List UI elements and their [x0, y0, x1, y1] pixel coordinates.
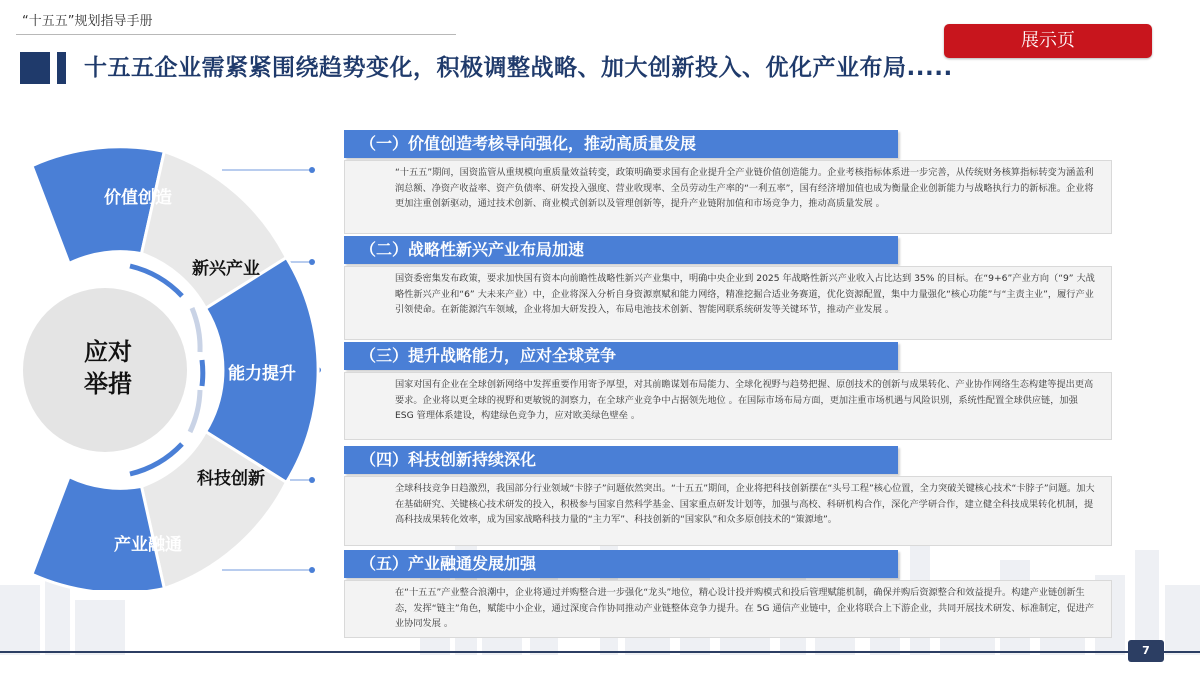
segment-label-value-creation: 价值创造 — [104, 188, 172, 208]
connector-dot-4 — [309, 477, 315, 483]
section-3-body: 国家对国有企业在全球创新网络中发挥重要作用寄予厚望，对其前瞻谋划布局能力、全球化视野与趋势把握、原创技术的创新与成果转化、产业协作网络生态构建等提出更高要求。企业将以更全球的视野和更敏锐的洞察力，在全球产业竞争中占据领先地位 。在国际市场布局方面，更加注重市场机遇与风险识别，系统性配置全球供应链，加强 ESG 管理体系建设，构建绿色竞争力，应对欧美绿色壁垒 。 — [344, 372, 1112, 440]
inner-arc-2 — [192, 308, 200, 352]
heading-marker-bar — [57, 52, 66, 84]
section-4-title: （四）科技创新持续深化 — [344, 446, 898, 474]
center-label-line1: 应对 — [84, 338, 132, 366]
segment-label-emerging-industry: 新兴产业 — [192, 259, 260, 279]
center-label — [58, 336, 158, 400]
section-5-body: 在“十五五”产业整合浪潮中，企业将通过并购整合进一步强化“龙头”地位，精心设计投并购模式和投后管理赋能机制，确保并购后资源整合和效益提升。构建产业链创新生态，发挥“链主”角色，赋能中小企业，通过深度合作协同推动产业链整体竞争力提升。在 5G 通信产业链中，企业将联合上下游企业，共同开展技术研发、标准制定，促进产业协同发展 。 — [344, 580, 1112, 638]
page-heading: 十五五企业需紧紧围绕趋势变化，积极调整战略、加大创新投入、优化产业布局..... — [84, 55, 953, 81]
section-1-title: （一）价值创造考核导向强化，推动高质量发展 — [344, 130, 898, 158]
section-5-title: （五）产业融通发展加强 — [344, 550, 898, 578]
footer-divider — [0, 651, 1200, 653]
page-number: 7 — [1128, 640, 1164, 662]
inner-arc-4 — [190, 390, 200, 432]
section-3-title: （三）提升战略能力，应对全球竞争 — [344, 342, 898, 370]
measures-wheel-diagram — [0, 100, 340, 590]
section-1-body: “十五五”期间，国资监管从重规模向重质量效益转变，政策明确要求国有企业提升全产业链价值创造能力。企业考核指标体系进一步完善，从传统财务核算指标转变为涵盖利润总额、净资产收益率、资产负债率、研发投入强度、营业收现率、全员劳动生产率的“一利五率”，国有经济增加值也成为衡量企业创新能力与战略执行力的新标准。企业将更加注重创新驱动，通过技术创新、商业模式创新以及管理创新等，提升产业链附加值和市场竞争力，推动高质量发展 。 — [344, 160, 1112, 234]
document-title: “十五五”规划指导手册 — [22, 14, 153, 29]
connector-dot-5 — [309, 567, 315, 573]
segment-label-capability: 能力提升 — [228, 364, 296, 384]
section-4-body: 全球科技竞争日趋激烈，我国部分行业领域“卡脖子”问题依然突出。“十五五”期间，企业将把科技创新摆在“头号工程”核心位置，全力突破关键核心技术“卡脖子”问题。加大在基础研究、关键核心技术研发的投入，积极参与国家自然科学基金、国家重点研发计划等，加强与高校、科研机构合作，深化产学研合作，建立健全科技成果转化机制，提高科技成果转化效率，成为国家战略科技力量的“主力军”、科技创新的“国家队”和众多原创技术的“策源地”。 — [344, 476, 1112, 546]
segment-label-industry-integration: 产业融通 — [114, 535, 182, 555]
inner-arc-3 — [202, 360, 203, 386]
show-page-button[interactable]: 展示页 — [944, 24, 1152, 58]
center-label-line2: 举措 — [84, 370, 132, 398]
connector-dot-1 — [309, 167, 315, 173]
section-2-title: （二）战略性新兴产业布局加速 — [344, 236, 898, 264]
connector-dot-2 — [309, 259, 315, 265]
heading-marker-block — [20, 52, 50, 84]
segment-label-technology: 科技创新 — [197, 469, 265, 489]
section-2-body: 国资委密集发布政策，要求加快国有资本向前瞻性战略性新兴产业集中，明确中央企业到 2025 年战略性新兴产业收入占比达到 35% 的目标。在“9+6”产业方向（“9” 大战略性新兴产业和“6” 大未来产业）中，企业将深入分析自身资源禀赋和能力网络，精准挖掘合适业务赛道，优化资源配置，集中力量强化“核心功能”与“主责主业”，履行产业引领使命。在新能源汽车领域，企业将加大研发投入，布局电池技术创新、智能网联系统研发等关键环节，推动产业发展 。 — [344, 266, 1112, 340]
header-divider — [16, 34, 456, 35]
